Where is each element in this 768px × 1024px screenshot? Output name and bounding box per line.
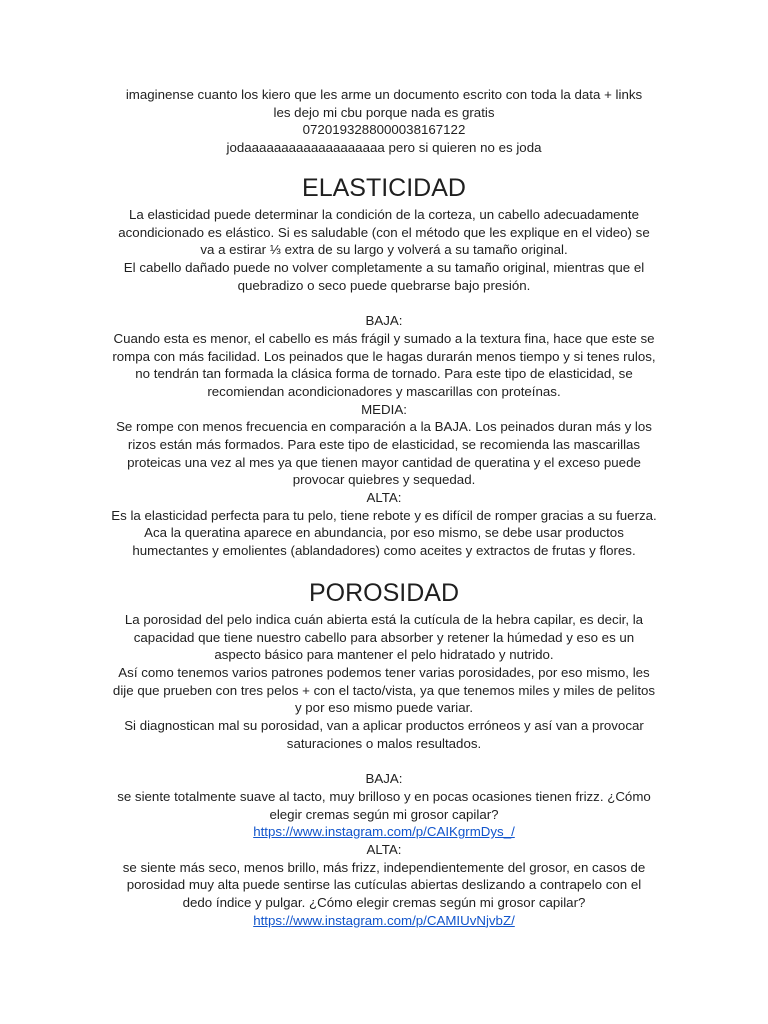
- paragraph-line: dedo índice y pulgar. ¿Cómo elegir cremas según mi grosor capilar?: [182, 895, 586, 910]
- porosidad-heading: POROSIDAD: [308, 579, 460, 607]
- paragraph-line: proteicas una vez al mes ya que tienen mayor cantidad de queratina y el exceso puede: [127, 454, 641, 470]
- section-label-alta: ALTA:: [366, 841, 402, 857]
- paragraph-line: recomiendan acondicionadores y mascarillas con proteínas.: [207, 383, 561, 399]
- blank-line: [0, 753, 768, 771]
- link-line: [0, 912, 768, 930]
- paragraph-line: rizos están más formados. Para este tipo de elasticidad, se recomienda las mascarillas: [127, 436, 641, 452]
- paragraph-line: Cuando esta es menor, el cabello es más frágil y sumado a la textura fina, hace que este se: [113, 330, 655, 346]
- paragraph-line: porosidad muy alta puede sentirse las cutículas abiertas deslizando a contrapelo con el: [126, 877, 642, 893]
- paragraph-line: capacidad que tiene nuestro cabello para absorber y retener la húmedad y eso es un: [133, 629, 635, 645]
- elasticidad-section-header: [0, 172, 768, 204]
- paragraph-line: provocar quiebres y sequedad.: [292, 472, 476, 488]
- paragraph-line: elegir cremas según mi grosor capilar?: [269, 806, 499, 822]
- paragraph-line: va a estirar ⅓ extra de su largo y volverá a su tamaño original.: [200, 242, 568, 258]
- instagram-link-baja[interactable]: https://www.instagram.com/p/CAIKgrmDys_/: [253, 824, 515, 840]
- paragraph-line: Si diagnostican mal su porosidad, van a aplicar productos erróneos y así van a provocar: [124, 718, 644, 734]
- section-label-baja: BAJA:: [365, 313, 403, 329]
- porosidad-section-header: [0, 577, 768, 609]
- paragraph-line: El cabello dañado puede no volver completamente a su tamaño original, mientras que el: [123, 260, 645, 276]
- intro-line: les dejo mi cbu porque nada es gratis: [273, 104, 495, 120]
- instagram-link-alta[interactable]: https://www.instagram.com/p/CAMIUvNjvbZ/: [253, 912, 515, 928]
- intro-line: imaginense cuanto los kiero que les arme un documento escrito con toda la data + links: [125, 87, 643, 102]
- paragraph-line: y por eso mismo puede variar.: [294, 700, 474, 716]
- paragraph-line: Así como tenemos varios patrones podemos tener varias porosidades, por eso mismo, les: [118, 665, 650, 681]
- paragraph-line: Aca la queratina aparece en abundancia, por eso mismo, se debe usar productos: [144, 525, 624, 541]
- paragraph-line: rompa con más facilidad. Los peinados que le hagas durarán menos tiempo y si tenes rulos,: [112, 348, 656, 364]
- cbu-number: 0720193288000038167122: [302, 122, 466, 138]
- paragraph-line: humectantes y emolientes (ablandadores) como aceites y extractos de frutas y flores.: [132, 543, 636, 559]
- section-label-media: MEDIA:: [361, 401, 407, 417]
- paragraph-line: Es la elasticidad perfecta para tu pelo, tiene rebote y es difícil de romper gracias a su fuerza.: [111, 507, 657, 523]
- blank-line: [0, 294, 768, 312]
- paragraph-line: La porosidad del pelo indica cuán abierta está la cutícula de la hebra capilar, es decir, la: [124, 612, 644, 627]
- intro-line: jodaaaaaaaaaaaaaaaaaaa pero si quieren no es joda: [226, 140, 542, 156]
- link-line: [0, 823, 768, 841]
- elasticidad-body: [0, 206, 768, 560]
- porosidad-body: [0, 611, 768, 929]
- paragraph-line: Se rompe con menos frecuencia en comparación a la BAJA. Los peinados duran más y los: [116, 419, 652, 435]
- paragraph-line: saturaciones o malos resultados.: [286, 735, 482, 751]
- paragraph-line: La elasticidad puede determinar la condición de la corteza, un cabello adecuadamente: [128, 207, 640, 222]
- paragraph-line: no tendrán tan formada la clásica forma de tornado. Para este tipo de elasticidad, se: [135, 366, 633, 382]
- section-label-alta: ALTA:: [366, 490, 402, 505]
- paragraph-line: se siente más seco, menos brillo, más frizz, independientemente del grosor, en casos de: [122, 859, 646, 875]
- section-label-baja: BAJA:: [365, 771, 403, 787]
- elasticidad-heading: ELASTICIDAD: [302, 174, 466, 202]
- paragraph-line: se siente totalmente suave al tacto, muy brilloso y en pocas ocasiones tienen frizz. ¿Cómo: [117, 788, 651, 804]
- paragraph-line: quebradizo o seco puede quebrarse bajo presión.: [237, 277, 531, 293]
- intro-note: [0, 86, 768, 157]
- paragraph-line: acondicionado es elástico. Si es saludable (con el método que les explique en el video) se: [118, 224, 650, 240]
- paragraph-line: aspecto básico para mantener el pelo hidratado y nutrido.: [214, 647, 554, 663]
- paragraph-line: dije que prueben con tres pelos + con el tacto/vista, ya que tenemos miles y miles de pelitos: [112, 682, 656, 698]
